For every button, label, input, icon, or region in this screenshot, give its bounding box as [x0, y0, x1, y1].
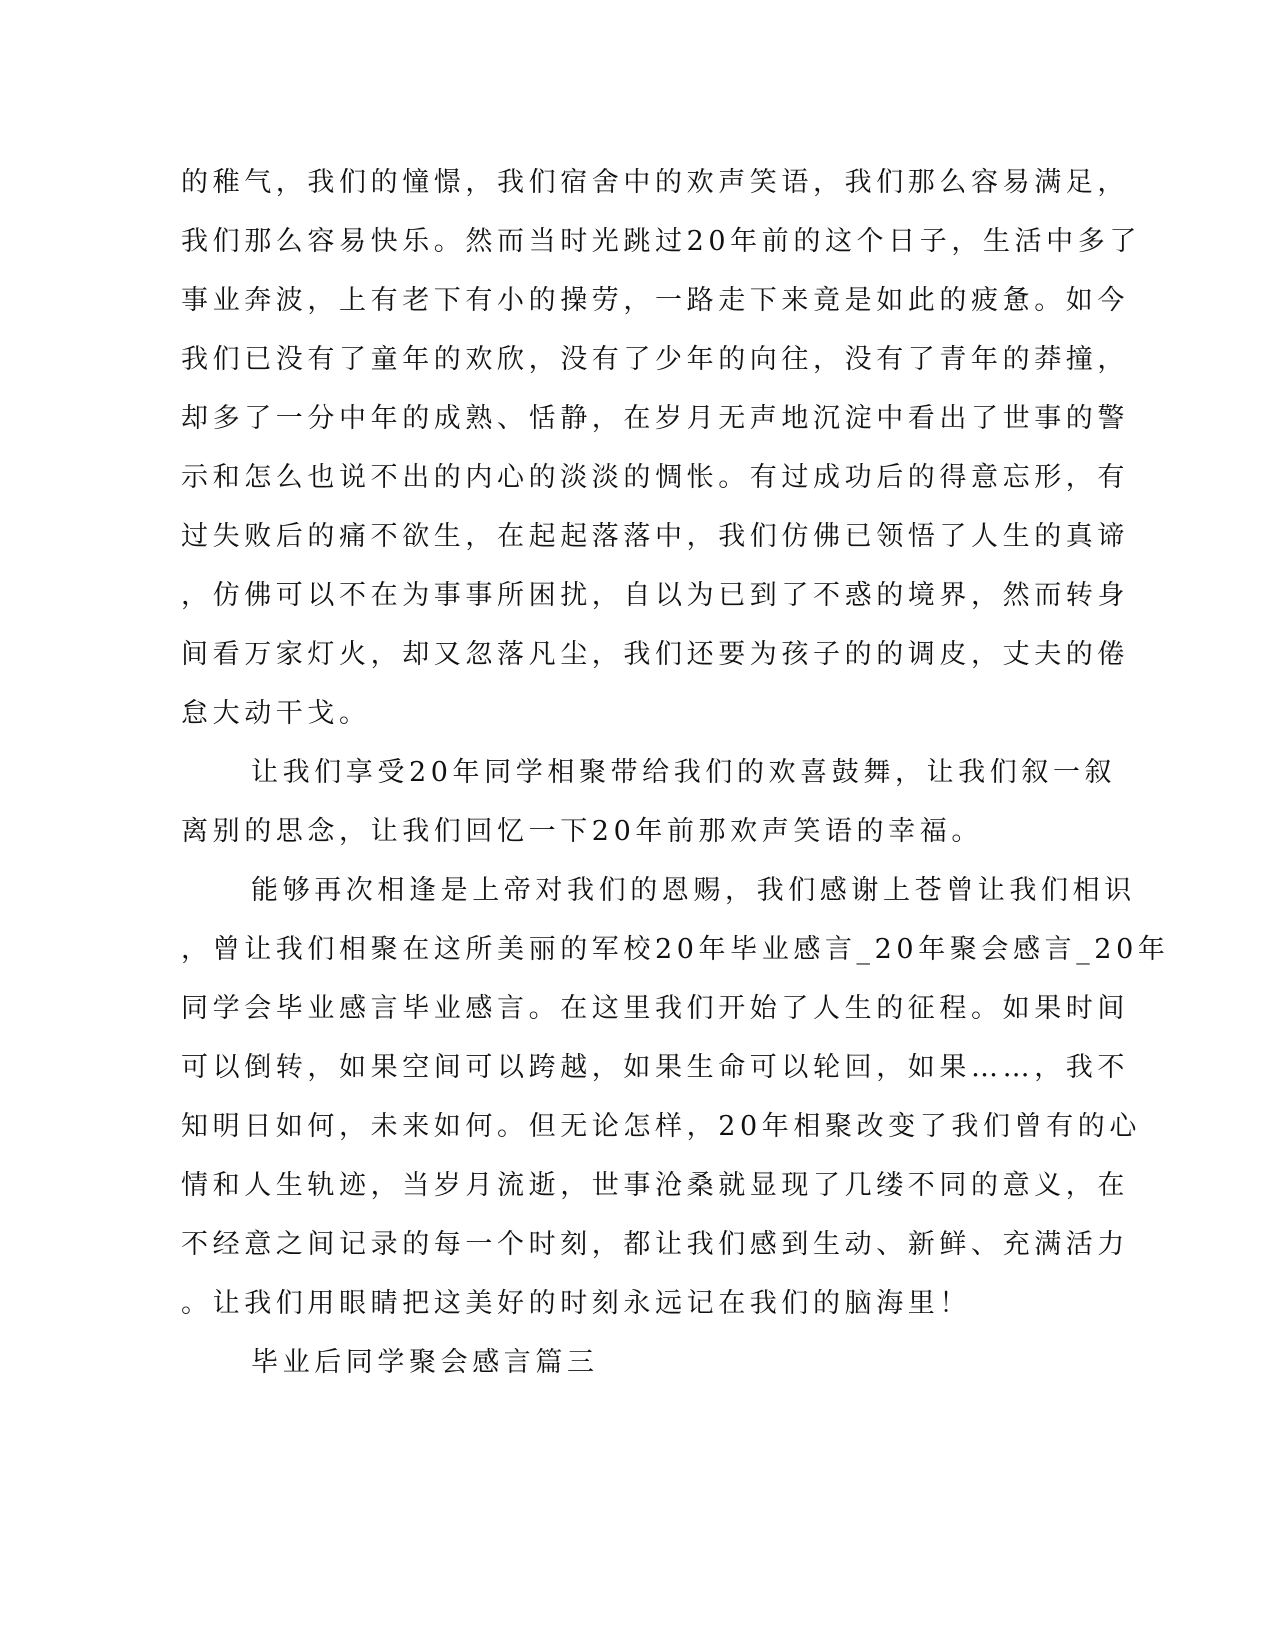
text-line-17: 知明日如何，未来如何。但无论怎样，20年相聚改变了我们曾有的心 [181, 1111, 1141, 1142]
text-line-2: 我们那么容易快乐。然而当时光跳过20年前的这个日子，生活中多了 [181, 226, 1141, 257]
text-line-10: 怠大动干戈。 [181, 698, 371, 729]
text-line-9: 间看万家灯火，却又忽落凡尘，我们还要为孩子的的调皮，丈夫的倦 [181, 639, 1129, 670]
text-line-6: 示和怎么也说不出的内心的淡淡的惆怅。有过成功后的得意忘形，有 [181, 462, 1129, 493]
text-line-7: 过失败后的痛不欲生，在起起落落中，我们仿佛已领悟了人生的真谛 [181, 521, 1129, 552]
text-line-1: 的稚气，我们的憧憬，我们宿舍中的欢声笑语，我们那么容易满足， [181, 167, 1129, 198]
text-line-3: 事业奔波，上有老下有小的操劳，一路走下来竟是如此的疲惫。如今 [181, 285, 1129, 316]
text-line-18: 情和人生轨迹，当岁月流逝，世事沧桑就显现了几缕不同的意义，在 [181, 1170, 1129, 1201]
text-line-12: 离别的思念，让我们回忆一下20年前那欢声笑语的幸福。 [181, 816, 983, 847]
text-line-15: 同学会毕业感言毕业感言。在这里我们开始了人生的征程。如果时间 [181, 993, 1129, 1024]
section-heading: 毕业后同学聚会感言篇三 [251, 1347, 599, 1378]
text-line-8: ，仿佛可以不在为事事所困扰，自以为已到了不惑的境界，然而转身 [181, 580, 1129, 611]
text-line-4: 我们已没有了童年的欢欣，没有了少年的向往，没有了青年的莽撞， [181, 344, 1129, 375]
text-line-20: 。让我们用眼睛把这美好的时刻永远记在我们的脑海里！ [181, 1288, 971, 1319]
text-line-14: ，曾让我们相聚在这所美丽的军校20年毕业感言_20年聚会感言_20年 [181, 934, 1170, 965]
text-line-5: 却多了一分中年的成熟、恬静，在岁月无声地沉淀中看出了世事的警 [181, 403, 1129, 434]
text-line-19: 不经意之间记录的每一个时刻，都让我们感到生动、新鲜、充满活力 [181, 1229, 1129, 1260]
text-line-11: 让我们享受20年同学相聚带给我们的欢喜鼓舞，让我们叙一叙 [251, 757, 1117, 788]
text-line-13: 能够再次相逢是上帝对我们的恩赐，我们感谢上苍曾让我们相识 [251, 875, 1136, 906]
text-line-16: 可以倒转，如果空间可以跨越，如果生命可以轮回，如果……，我不 [181, 1052, 1129, 1083]
